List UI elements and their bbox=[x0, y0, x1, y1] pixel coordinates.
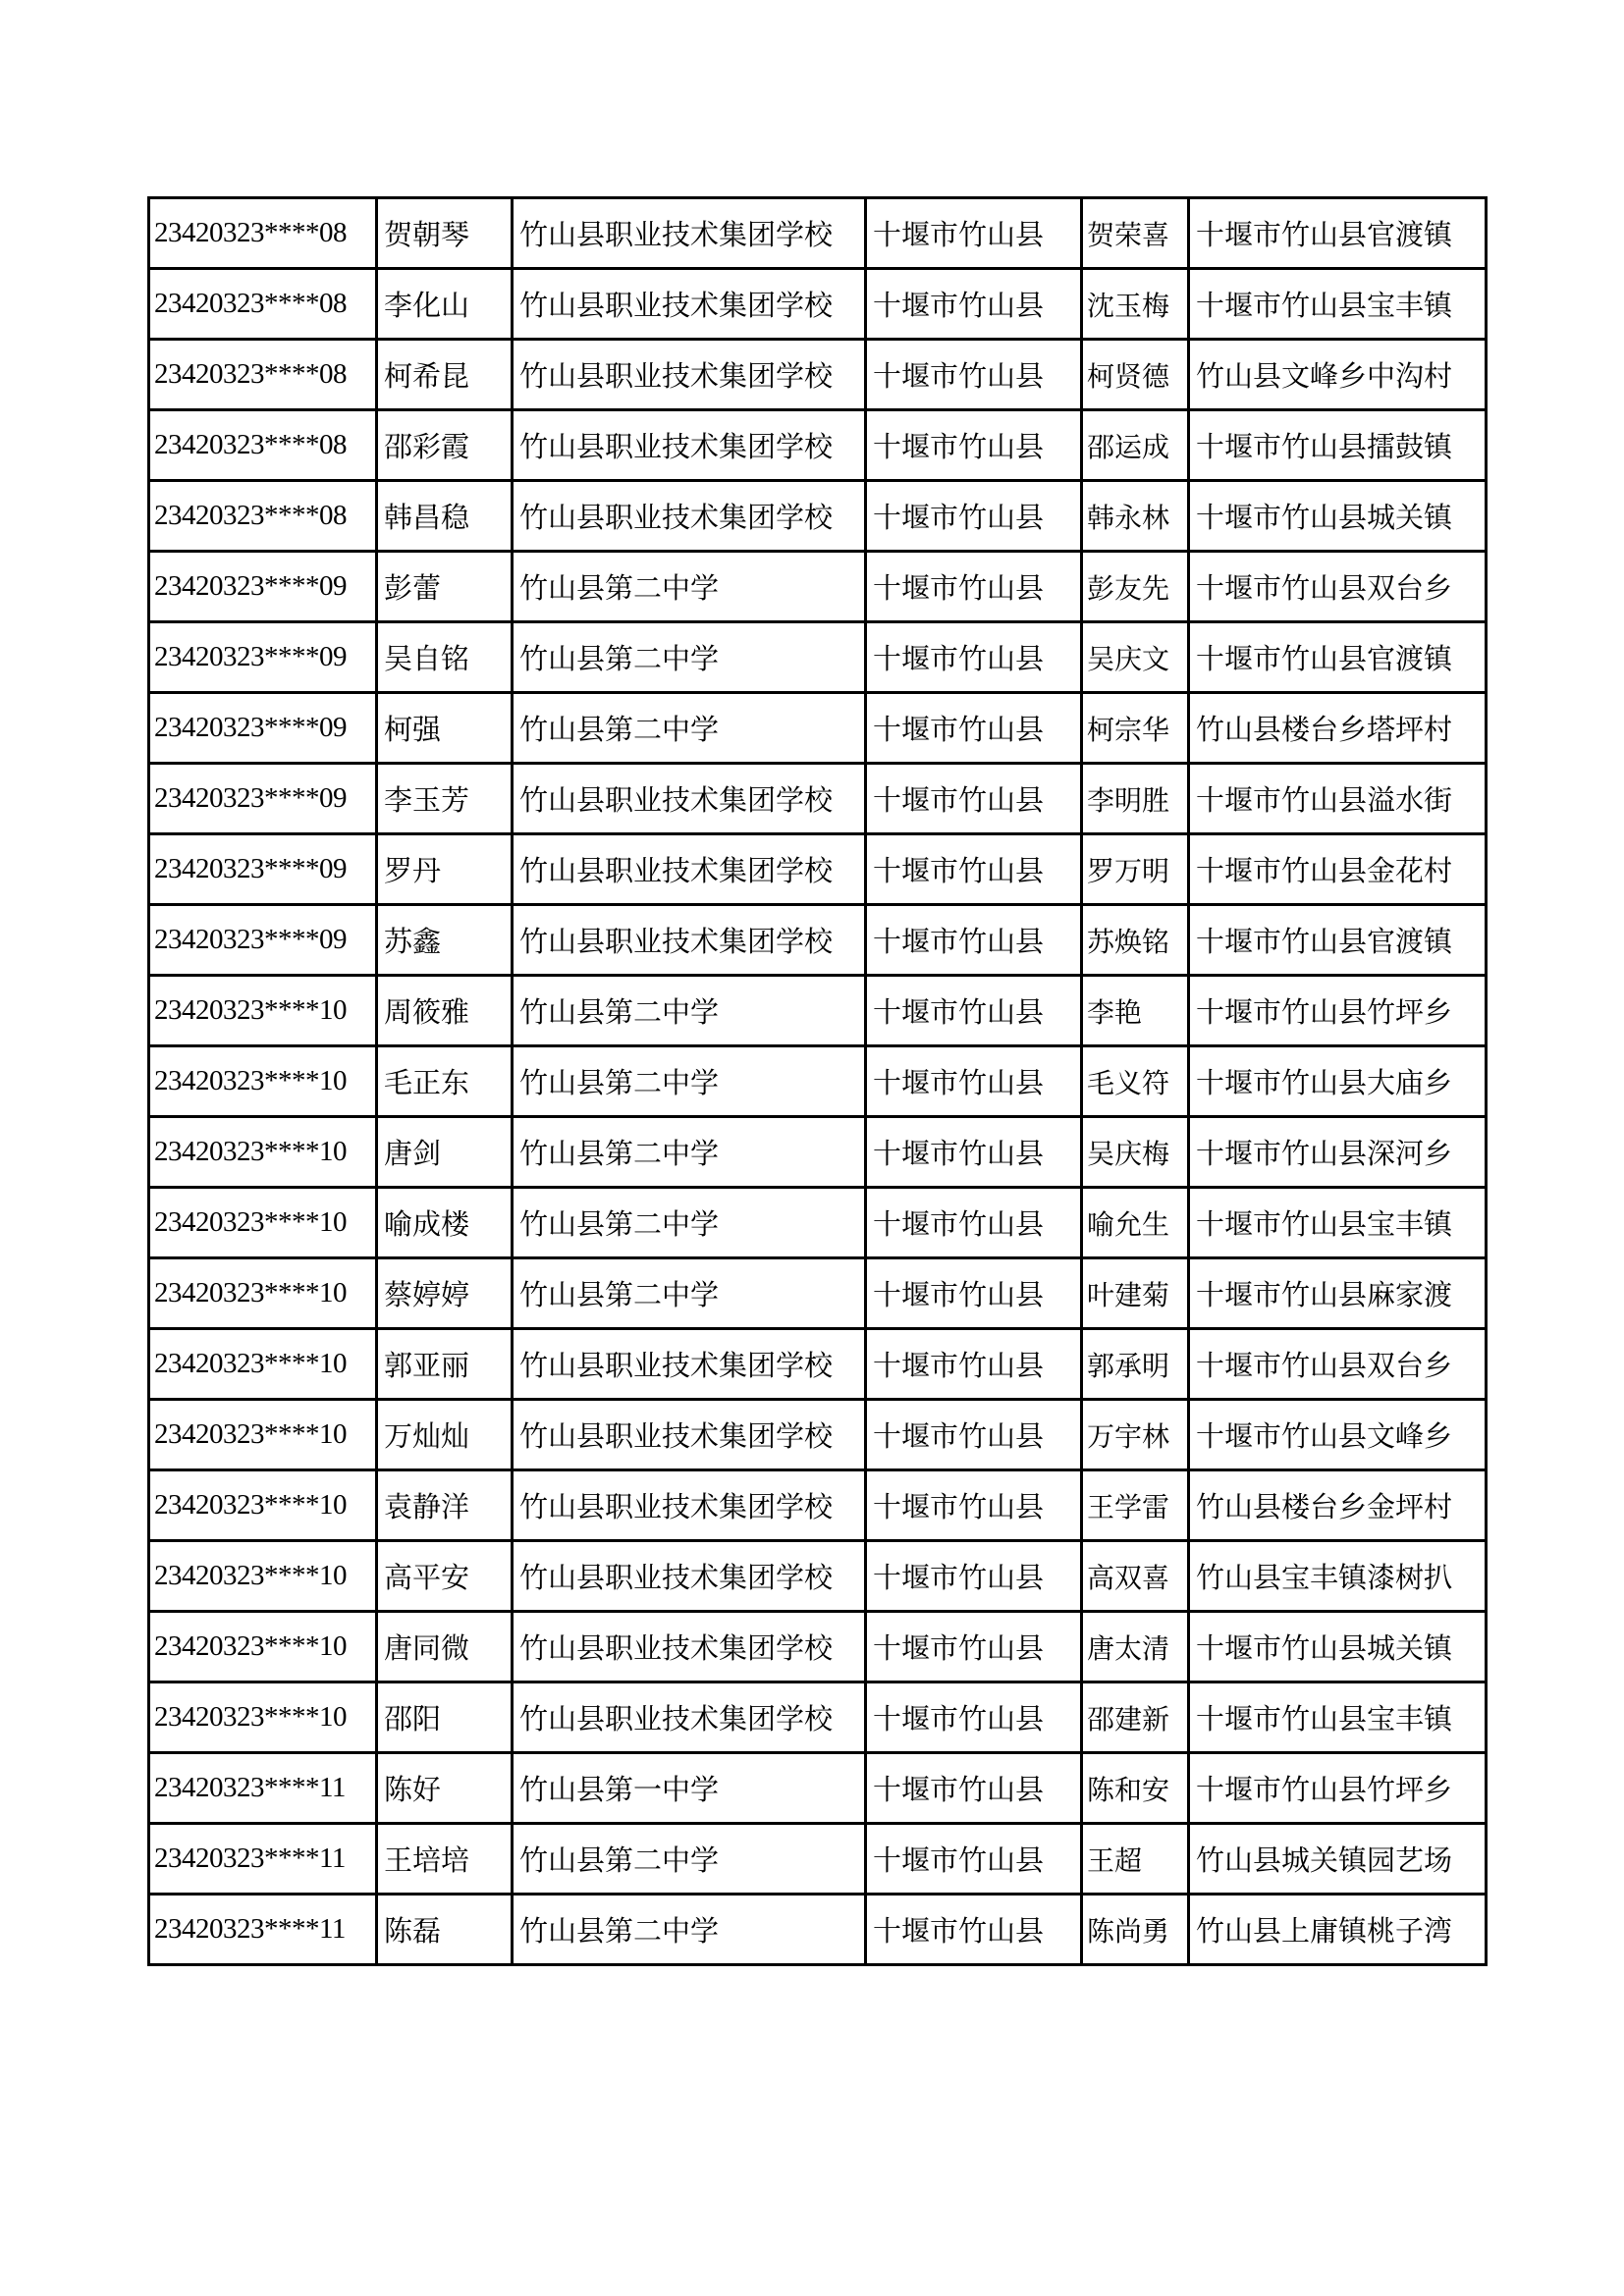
id-cell: 23420323****09 bbox=[149, 834, 377, 905]
school-cell: 竹山县第二中学 bbox=[513, 1188, 866, 1258]
school-cell: 竹山县职业技术集团学校 bbox=[513, 198, 866, 269]
school-cell: 竹山县职业技术集团学校 bbox=[513, 764, 866, 834]
name-cell: 邵彩霞 bbox=[377, 410, 513, 481]
region-cell: 十堰市竹山县 bbox=[866, 1329, 1082, 1400]
school-cell: 竹山县职业技术集团学校 bbox=[513, 269, 866, 340]
name-cell: 邵阳 bbox=[377, 1682, 513, 1753]
region-cell: 十堰市竹山县 bbox=[866, 905, 1082, 976]
table-row bbox=[149, 269, 1487, 340]
table-row bbox=[149, 764, 1487, 834]
name-cell: 王培培 bbox=[377, 1824, 513, 1895]
guardian-cell: 郭承明 bbox=[1082, 1329, 1189, 1400]
id-cell: 23420323****10 bbox=[149, 1329, 377, 1400]
school-cell: 竹山县职业技术集团学校 bbox=[513, 1612, 866, 1682]
guardian-cell: 毛义符 bbox=[1082, 1046, 1189, 1117]
name-cell: 苏鑫 bbox=[377, 905, 513, 976]
region-cell: 十堰市竹山县 bbox=[866, 834, 1082, 905]
name-cell: 周筱雅 bbox=[377, 976, 513, 1046]
id-cell: 23420323****11 bbox=[149, 1895, 377, 1965]
table-row bbox=[149, 552, 1487, 622]
guardian-cell: 韩永林 bbox=[1082, 481, 1189, 552]
id-cell: 23420323****09 bbox=[149, 552, 377, 622]
school-cell: 竹山县职业技术集团学校 bbox=[513, 1682, 866, 1753]
id-cell: 23420323****09 bbox=[149, 764, 377, 834]
name-cell: 陈磊 bbox=[377, 1895, 513, 1965]
roster-table bbox=[147, 196, 1488, 1966]
id-cell: 23420323****11 bbox=[149, 1824, 377, 1895]
guardian-cell: 柯宗华 bbox=[1082, 693, 1189, 764]
guardian-cell: 陈和安 bbox=[1082, 1753, 1189, 1824]
table-row bbox=[149, 340, 1487, 410]
name-cell: 袁静洋 bbox=[377, 1470, 513, 1541]
id-cell: 23420323****09 bbox=[149, 693, 377, 764]
region-cell: 十堰市竹山县 bbox=[866, 410, 1082, 481]
region-cell: 十堰市竹山县 bbox=[866, 1612, 1082, 1682]
guardian-cell: 彭友先 bbox=[1082, 552, 1189, 622]
school-cell: 竹山县第二中学 bbox=[513, 622, 866, 693]
school-cell: 竹山县第一中学 bbox=[513, 1753, 866, 1824]
name-cell: 柯希昆 bbox=[377, 340, 513, 410]
region-cell: 十堰市竹山县 bbox=[866, 269, 1082, 340]
table-row bbox=[149, 905, 1487, 976]
table-row bbox=[149, 1682, 1487, 1753]
region-cell: 十堰市竹山县 bbox=[866, 198, 1082, 269]
school-cell: 竹山县第二中学 bbox=[513, 693, 866, 764]
address-cell: 十堰市竹山县文峰乡 bbox=[1189, 1400, 1487, 1470]
id-cell: 23420323****08 bbox=[149, 198, 377, 269]
table-row bbox=[149, 1895, 1487, 1965]
table-row bbox=[149, 1400, 1487, 1470]
address-cell: 十堰市竹山县双台乡 bbox=[1189, 552, 1487, 622]
address-cell: 十堰市竹山县擂鼓镇 bbox=[1189, 410, 1487, 481]
school-cell: 竹山县职业技术集团学校 bbox=[513, 834, 866, 905]
school-cell: 竹山县职业技术集团学校 bbox=[513, 1329, 866, 1400]
guardian-cell: 贺荣喜 bbox=[1082, 198, 1189, 269]
id-cell: 23420323****10 bbox=[149, 1682, 377, 1753]
region-cell: 十堰市竹山县 bbox=[866, 976, 1082, 1046]
table-row bbox=[149, 410, 1487, 481]
region-cell: 十堰市竹山县 bbox=[866, 693, 1082, 764]
name-cell: 唐同微 bbox=[377, 1612, 513, 1682]
guardian-cell: 陈尚勇 bbox=[1082, 1895, 1189, 1965]
region-cell: 十堰市竹山县 bbox=[866, 340, 1082, 410]
guardian-cell: 沈玉梅 bbox=[1082, 269, 1189, 340]
table-row bbox=[149, 1612, 1487, 1682]
guardian-cell: 苏焕铭 bbox=[1082, 905, 1189, 976]
id-cell: 23420323****10 bbox=[149, 1188, 377, 1258]
address-cell: 十堰市竹山县官渡镇 bbox=[1189, 622, 1487, 693]
school-cell: 竹山县第二中学 bbox=[513, 1258, 866, 1329]
name-cell: 贺朝琴 bbox=[377, 198, 513, 269]
address-cell: 十堰市竹山县麻家渡 bbox=[1189, 1258, 1487, 1329]
roster-body bbox=[149, 198, 1487, 1965]
school-cell: 竹山县第二中学 bbox=[513, 1895, 866, 1965]
region-cell: 十堰市竹山县 bbox=[866, 552, 1082, 622]
guardian-cell: 高双喜 bbox=[1082, 1541, 1189, 1612]
school-cell: 竹山县第二中学 bbox=[513, 552, 866, 622]
name-cell: 万灿灿 bbox=[377, 1400, 513, 1470]
id-cell: 23420323****10 bbox=[149, 976, 377, 1046]
guardian-cell: 邵建新 bbox=[1082, 1682, 1189, 1753]
id-cell: 23420323****10 bbox=[149, 1541, 377, 1612]
address-cell: 十堰市竹山县城关镇 bbox=[1189, 481, 1487, 552]
name-cell: 彭蕾 bbox=[377, 552, 513, 622]
name-cell: 郭亚丽 bbox=[377, 1329, 513, 1400]
name-cell: 吴自铭 bbox=[377, 622, 513, 693]
address-cell: 十堰市竹山县竹坪乡 bbox=[1189, 976, 1487, 1046]
region-cell: 十堰市竹山县 bbox=[866, 1258, 1082, 1329]
address-cell: 十堰市竹山县宝丰镇 bbox=[1189, 1682, 1487, 1753]
region-cell: 十堰市竹山县 bbox=[866, 481, 1082, 552]
region-cell: 十堰市竹山县 bbox=[866, 1117, 1082, 1188]
id-cell: 23420323****11 bbox=[149, 1753, 377, 1824]
id-cell: 23420323****08 bbox=[149, 340, 377, 410]
name-cell: 唐剑 bbox=[377, 1117, 513, 1188]
table-row bbox=[149, 1753, 1487, 1824]
id-cell: 23420323****10 bbox=[149, 1117, 377, 1188]
school-cell: 竹山县职业技术集团学校 bbox=[513, 1541, 866, 1612]
region-cell: 十堰市竹山县 bbox=[866, 1895, 1082, 1965]
guardian-cell: 李艳 bbox=[1082, 976, 1189, 1046]
address-cell: 十堰市竹山县大庙乡 bbox=[1189, 1046, 1487, 1117]
id-cell: 23420323****10 bbox=[149, 1612, 377, 1682]
school-cell: 竹山县第二中学 bbox=[513, 1824, 866, 1895]
address-cell: 十堰市竹山县竹坪乡 bbox=[1189, 1753, 1487, 1824]
guardian-cell: 邵运成 bbox=[1082, 410, 1189, 481]
region-cell: 十堰市竹山县 bbox=[866, 1824, 1082, 1895]
address-cell: 十堰市竹山县宝丰镇 bbox=[1189, 269, 1487, 340]
name-cell: 李化山 bbox=[377, 269, 513, 340]
region-cell: 十堰市竹山县 bbox=[866, 1188, 1082, 1258]
school-cell: 竹山县职业技术集团学校 bbox=[513, 905, 866, 976]
name-cell: 喻成楼 bbox=[377, 1188, 513, 1258]
name-cell: 柯强 bbox=[377, 693, 513, 764]
id-cell: 23420323****10 bbox=[149, 1470, 377, 1541]
id-cell: 23420323****10 bbox=[149, 1400, 377, 1470]
id-cell: 23420323****08 bbox=[149, 481, 377, 552]
guardian-cell: 罗万明 bbox=[1082, 834, 1189, 905]
school-cell: 竹山县职业技术集团学校 bbox=[513, 410, 866, 481]
school-cell: 竹山县第二中学 bbox=[513, 1046, 866, 1117]
guardian-cell: 万宇林 bbox=[1082, 1400, 1189, 1470]
name-cell: 蔡婷婷 bbox=[377, 1258, 513, 1329]
guardian-cell: 吴庆文 bbox=[1082, 622, 1189, 693]
region-cell: 十堰市竹山县 bbox=[866, 1753, 1082, 1824]
address-cell: 十堰市竹山县官渡镇 bbox=[1189, 198, 1487, 269]
id-cell: 23420323****09 bbox=[149, 905, 377, 976]
address-cell: 十堰市竹山县官渡镇 bbox=[1189, 905, 1487, 976]
region-cell: 十堰市竹山县 bbox=[866, 1682, 1082, 1753]
table-row bbox=[149, 481, 1487, 552]
address-cell: 竹山县宝丰镇漆树扒 bbox=[1189, 1541, 1487, 1612]
table-row bbox=[149, 1046, 1487, 1117]
id-cell: 23420323****09 bbox=[149, 622, 377, 693]
table-row bbox=[149, 1470, 1487, 1541]
table-row bbox=[149, 693, 1487, 764]
address-cell: 十堰市竹山县城关镇 bbox=[1189, 1612, 1487, 1682]
guardian-cell: 吴庆梅 bbox=[1082, 1117, 1189, 1188]
table-row bbox=[149, 1541, 1487, 1612]
guardian-cell: 柯贤德 bbox=[1082, 340, 1189, 410]
id-cell: 23420323****10 bbox=[149, 1046, 377, 1117]
address-cell: 竹山县楼台乡金坪村 bbox=[1189, 1470, 1487, 1541]
address-cell: 十堰市竹山县双台乡 bbox=[1189, 1329, 1487, 1400]
table-row bbox=[149, 1824, 1487, 1895]
guardian-cell: 喻允生 bbox=[1082, 1188, 1189, 1258]
table-row bbox=[149, 976, 1487, 1046]
table-row bbox=[149, 1329, 1487, 1400]
region-cell: 十堰市竹山县 bbox=[866, 622, 1082, 693]
region-cell: 十堰市竹山县 bbox=[866, 1400, 1082, 1470]
guardian-cell: 唐太清 bbox=[1082, 1612, 1189, 1682]
address-cell: 十堰市竹山县宝丰镇 bbox=[1189, 1188, 1487, 1258]
id-cell: 23420323****10 bbox=[149, 1258, 377, 1329]
school-cell: 竹山县第二中学 bbox=[513, 976, 866, 1046]
school-cell: 竹山县职业技术集团学校 bbox=[513, 481, 866, 552]
name-cell: 高平安 bbox=[377, 1541, 513, 1612]
name-cell: 韩昌稳 bbox=[377, 481, 513, 552]
guardian-cell: 叶建菊 bbox=[1082, 1258, 1189, 1329]
table-row bbox=[149, 1258, 1487, 1329]
table-row bbox=[149, 834, 1487, 905]
guardian-cell: 王超 bbox=[1082, 1824, 1189, 1895]
address-cell: 十堰市竹山县金花村 bbox=[1189, 834, 1487, 905]
region-cell: 十堰市竹山县 bbox=[866, 1046, 1082, 1117]
school-cell: 竹山县职业技术集团学校 bbox=[513, 340, 866, 410]
school-cell: 竹山县第二中学 bbox=[513, 1117, 866, 1188]
name-cell: 陈好 bbox=[377, 1753, 513, 1824]
address-cell: 竹山县文峰乡中沟村 bbox=[1189, 340, 1487, 410]
table-row bbox=[149, 622, 1487, 693]
address-cell: 竹山县城关镇园艺场 bbox=[1189, 1824, 1487, 1895]
address-cell: 竹山县上庸镇桃子湾 bbox=[1189, 1895, 1487, 1965]
table-row bbox=[149, 1117, 1487, 1188]
table-row bbox=[149, 198, 1487, 269]
school-cell: 竹山县职业技术集团学校 bbox=[513, 1470, 866, 1541]
id-cell: 23420323****08 bbox=[149, 269, 377, 340]
region-cell: 十堰市竹山县 bbox=[866, 1470, 1082, 1541]
region-cell: 十堰市竹山县 bbox=[866, 1541, 1082, 1612]
address-cell: 十堰市竹山县溢水街 bbox=[1189, 764, 1487, 834]
address-cell: 竹山县楼台乡塔坪村 bbox=[1189, 693, 1487, 764]
guardian-cell: 李明胜 bbox=[1082, 764, 1189, 834]
name-cell: 毛正东 bbox=[377, 1046, 513, 1117]
region-cell: 十堰市竹山县 bbox=[866, 764, 1082, 834]
address-cell: 十堰市竹山县深河乡 bbox=[1189, 1117, 1487, 1188]
id-cell: 23420323****08 bbox=[149, 410, 377, 481]
name-cell: 李玉芳 bbox=[377, 764, 513, 834]
school-cell: 竹山县职业技术集团学校 bbox=[513, 1400, 866, 1470]
name-cell: 罗丹 bbox=[377, 834, 513, 905]
guardian-cell: 王学雷 bbox=[1082, 1470, 1189, 1541]
table-row bbox=[149, 1188, 1487, 1258]
